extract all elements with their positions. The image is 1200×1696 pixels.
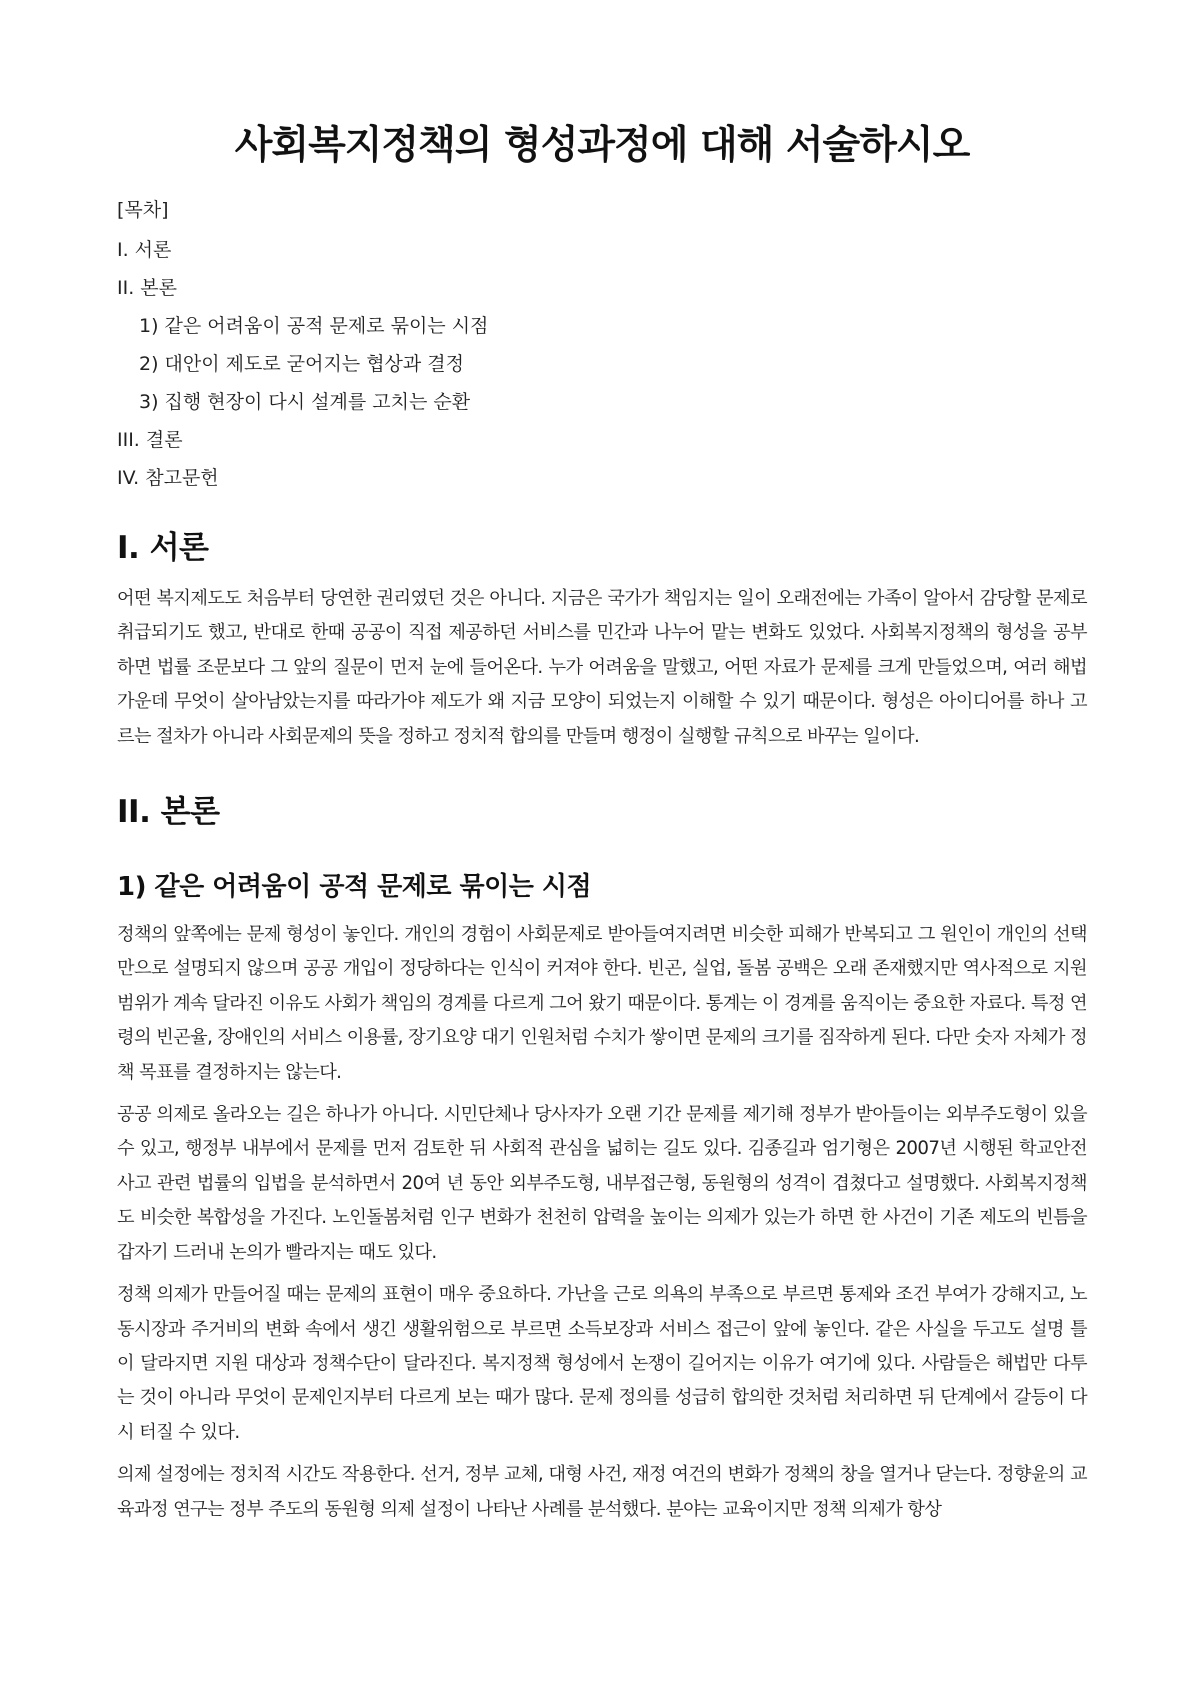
table-of-contents xyxy=(117,198,1087,490)
toc-heading: [목차] xyxy=(117,199,169,221)
introduction-paragraph: 어떤 복지제도도 처음부터 당연한 권리였던 것은 아니다. 지금은 국가가 책임지는 일이 오래전에는 가족이 알아서 감당할 문제로 취급되기도 했고, 반대로 한때 공공이 직접 제공하던 서비스를 민간과 나누어 맡는 변화도 있었다. 사회복지정책의 형성을 공부하면 법률 조문보다 그 앞의 질문이 먼저 눈에 들어온다. 누가 어려움을 말했고, 어떤 자료가 문제를 크게 만들었으며, 여러 해법 가운데 무엇이 살아남았는지를 따라가야 제도가 왜 지금 모양이 되었는지 이해할 수 있기 때문이다. 형성은 아이디어를 하나 고르는 절차가 아니라 사회문제의 뜻을 정하고 정치적 합의를 만들며 행정이 실행할 규칙으로 바꾸는 일이다. xyxy=(117,588,1087,747)
body-paragraph: 정책 의제가 만들어질 때는 문제의 표현이 매우 중요하다. 가난을 근로 의욕의 부족으로 부르면 통제와 조건 부여가 강해지고, 노동시장과 주거비의 변화 속에서 생긴 생활위험으로 부르면 소득보장과 서비스 접근이 앞에 놓인다. 같은 사실을 두고도 설명 틀이 달라지면 지원 대상과 정책수단이 달라진다. 복지정책 형성에서 논쟁이 길어지는 이유가 여기에 있다. 사람들은 해법만 다투는 것이 아니라 무엇이 문제인지부터 다르게 보는 때가 많다. 문제 정의를 성급히 합의한 것처럼 처리하면 뒤 단계에서 갈등이 다시 터질 수 있다. xyxy=(117,1284,1087,1443)
toc-item-main-body: II. 본론 xyxy=(117,277,177,299)
toc-item-references: IV. 참고문헌 xyxy=(117,467,219,489)
toc-item-conclusion: III. 결론 xyxy=(117,429,183,451)
section-heading-introduction: I. 서론 xyxy=(117,530,209,566)
document-title: 사회복지정책의 형성과정에 대해 서술하시오 xyxy=(234,123,970,168)
body-paragraph: 의제 설정에는 정치적 시간도 작용한다. 선거, 정부 교체, 대형 사건, 재정 여건의 변화가 정책의 창을 열거나 닫는다. 정향윤의 교육과정 연구는 정부 주도의 동원형 의제 설정이 나타난 사례를 분석했다. 분야는 교육이지만 정책 의제가 항상 xyxy=(117,1464,1087,1520)
toc-item-subsection-1: 1) 같은 어려움이 공적 문제로 묶이는 시점 xyxy=(139,315,489,337)
toc-item-introduction: I. 서론 xyxy=(117,239,172,261)
body-paragraph: 공공 의제로 올라오는 길은 하나가 아니다. 시민단체나 당사자가 오랜 기간 문제를 제기해 정부가 받아들이는 외부주도형이 있을 수 있고, 행정부 내부에서 문제를 먼저 검토한 뒤 사회적 관심을 넓히는 길도 있다. 김종길과 엄기형은 2007년 시행된 학교안전사고 관련 법률의 입법을 분석하면서 20여 년 동안 외부주도형, 내부접근형, 동원형의 성격이 겹쳤다고 설명했다. 사회복지정책도 비슷한 복합성을 가진다. 노인돌봄처럼 인구 변화가 천천히 압력을 높이는 의제가 있는가 하면 한 사건이 기존 제도의 빈틈을 갑자기 드러내 논의가 빨라지는 때도 있다. xyxy=(117,1104,1087,1263)
subsection-heading-1: 1) 같은 어려움이 공적 문제로 묶이는 시점 xyxy=(117,872,592,903)
toc-item-subsection-3: 3) 집행 현장이 다시 설계를 고치는 순환 xyxy=(139,391,471,413)
toc-item-subsection-2: 2) 대안이 제도로 굳어지는 협상과 결정 xyxy=(139,353,465,375)
section-heading-main-body: II. 본론 xyxy=(117,794,220,831)
body-paragraph: 정책의 앞쪽에는 문제 형성이 놓인다. 개인의 경험이 사회문제로 받아들여지려면 비슷한 피해가 반복되고 그 원인이 개인의 선택만으로 설명되지 않으며 공공 개입이 정당하다는 인식이 커져야 한다. 빈곤, 실업, 돌봄 공백은 오래 존재했지만 역사적으로 지원 범위가 계속 달라진 이유도 사회가 책임의 경계를 다르게 그어 왔기 때문이다. 통계는 이 경계를 움직이는 중요한 자료다. 특정 연령의 빈곤율, 장애인의 서비스 이용률, 장기요양 대기 인원처럼 수치가 쌓이면 문제의 크기를 짐작하게 된다. 다만 숫자 자체가 정책 목표를 결정하지는 않는다. xyxy=(117,924,1087,1083)
